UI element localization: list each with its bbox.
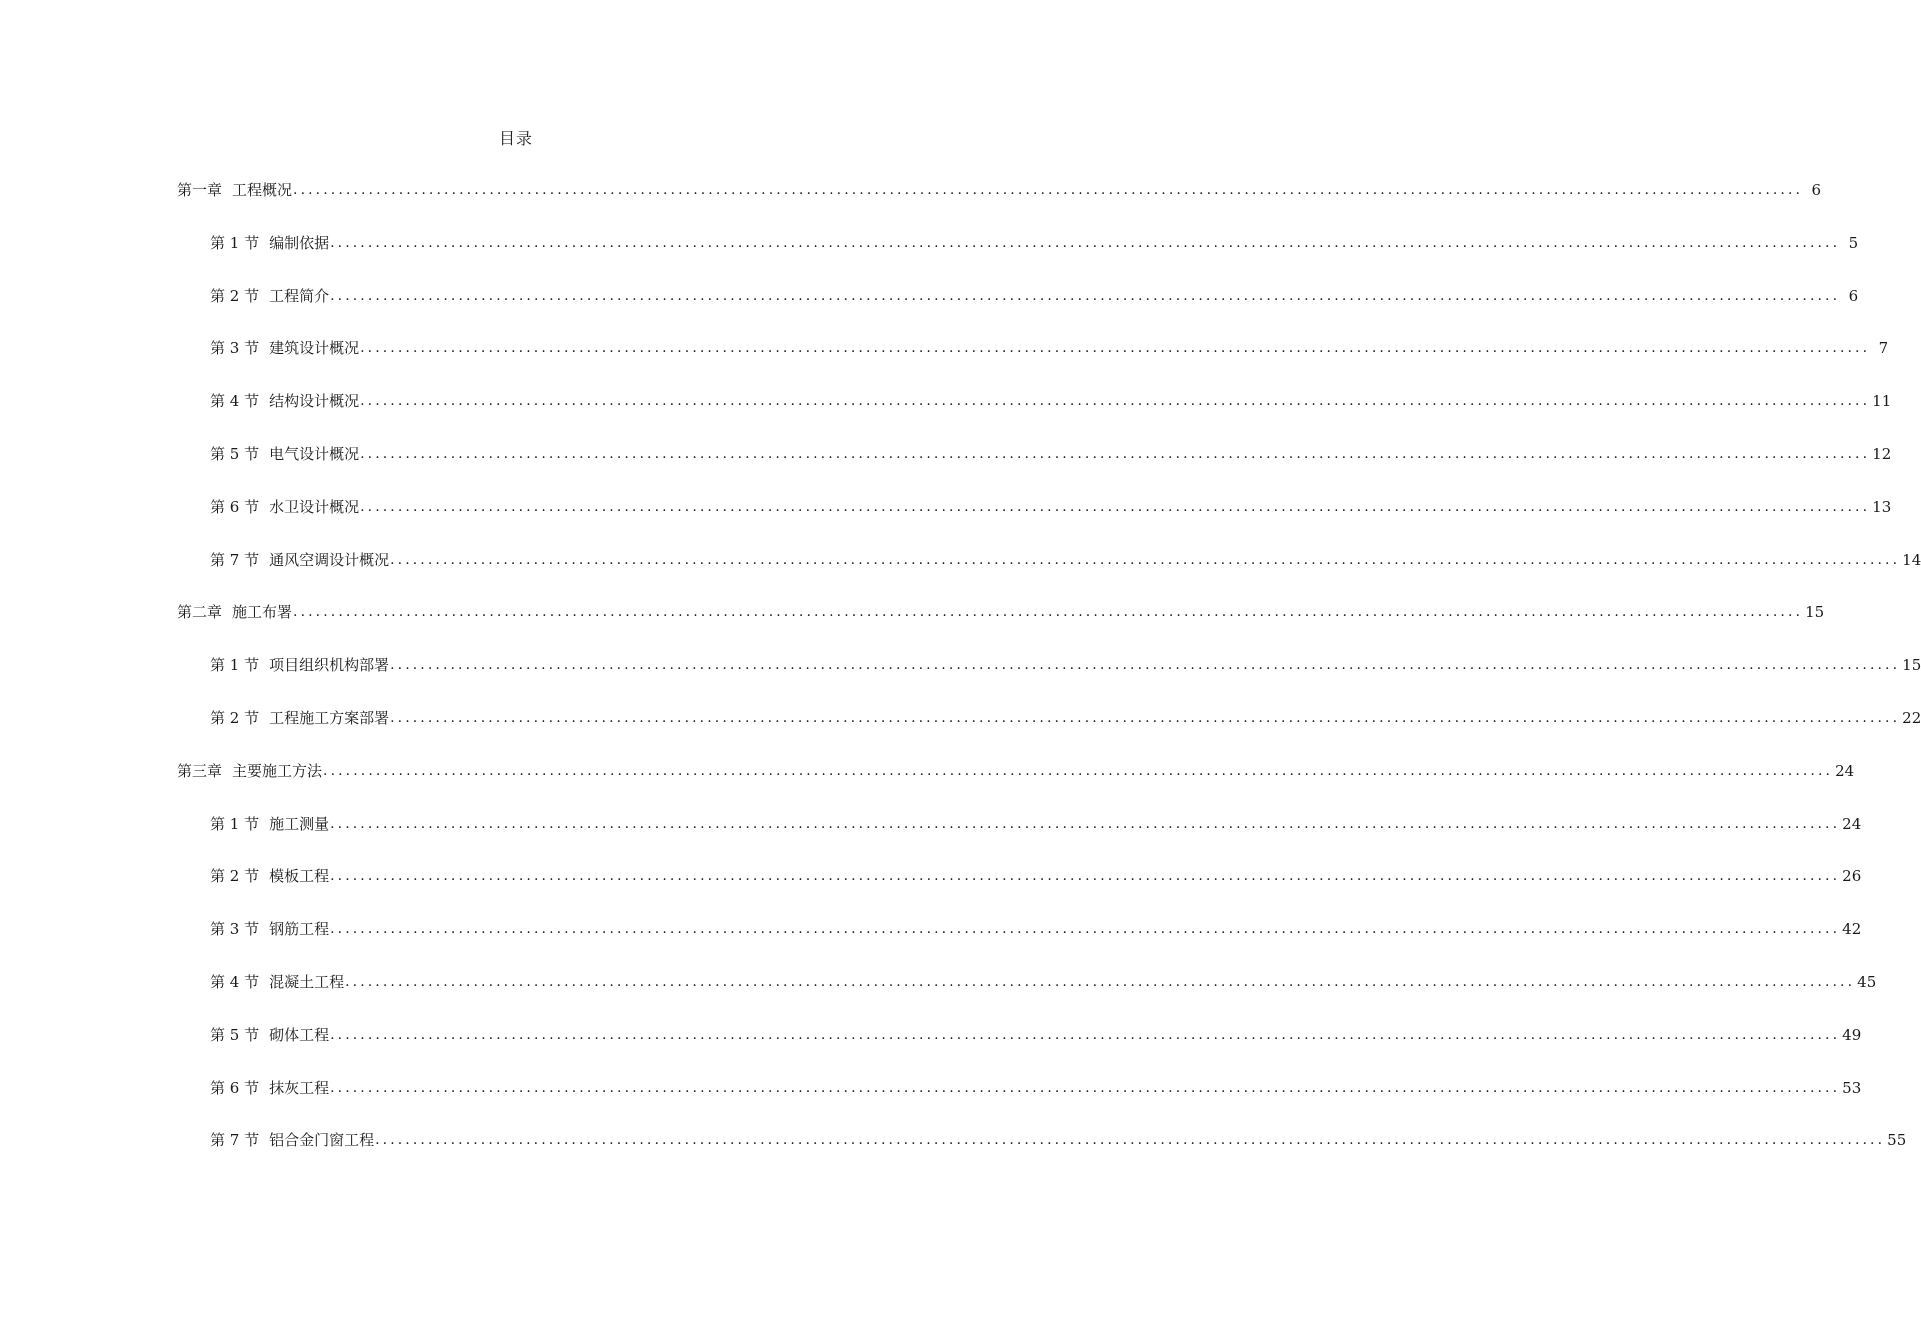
toc-page-number: 15 (1805, 603, 1825, 622)
toc-dot-leader: ........................................................................................................................................................................................................ (330, 287, 1841, 304)
toc-section-entry[interactable] (0, 334, 1889, 387)
toc-chapter-entry[interactable] (0, 598, 1825, 651)
toc-entry-label (210, 862, 329, 890)
toc-entry-number: 第一章 (177, 181, 223, 199)
toc-entry-label (210, 546, 389, 574)
toc-entry-label (210, 440, 359, 468)
toc-entry-number: 第 2 节 (210, 286, 260, 305)
toc-entry-number: 第 2 节 (210, 708, 260, 727)
toc-page-number: 42 (1842, 920, 1862, 939)
toc-section-entry[interactable] (0, 862, 1862, 915)
toc-section-entry[interactable] (0, 1126, 1907, 1179)
toc-entry-title: 抹灰工程 (269, 1078, 330, 1097)
toc-section-entry[interactable] (0, 968, 1877, 1021)
toc-entry-number: 第 7 节 (210, 550, 260, 569)
toc-chapter-entry[interactable] (0, 757, 1855, 810)
toc-entry-label (210, 229, 329, 257)
toc-entry-label (210, 334, 359, 362)
toc-entry-title: 工程概况 (232, 181, 293, 199)
toc-entry-number: 第 2 节 (210, 867, 260, 886)
toc-entry-label (210, 651, 389, 679)
toc-entry-title: 电气设计概况 (269, 444, 360, 463)
toc-entry-label (210, 1021, 329, 1049)
toc-title: 目录 (498, 129, 533, 148)
toc-page-number: 6 (1811, 181, 1822, 199)
toc-entry-title: 建筑设计概况 (269, 339, 360, 358)
toc-dot-leader: ........................................................................................................................................................................................................ (330, 234, 1841, 251)
toc-dot-leader: ........................................................................................................................................................................................................ (360, 498, 1871, 515)
toc-entry-number: 第 4 节 (210, 392, 260, 411)
toc-entry-label (210, 493, 359, 521)
toc-dot-leader: ........................................................................................................................................................................................................ (375, 1132, 1886, 1149)
toc-entry-title: 砌体工程 (269, 1025, 330, 1044)
toc-list (0, 176, 1921, 1179)
toc-entry-title: 结构设计概况 (269, 392, 360, 411)
toc-section-entry[interactable] (0, 546, 1921, 599)
toc-entry-label (210, 1074, 329, 1102)
toc-entry-label (210, 810, 329, 838)
toc-entry-title: 通风空调设计概况 (269, 550, 390, 569)
toc-page-number: 24 (1842, 814, 1862, 833)
toc-entry-number: 第 6 节 (210, 497, 260, 516)
toc-entry-number: 第 6 节 (210, 1078, 260, 1097)
toc-page-number: 49 (1842, 1025, 1862, 1044)
toc-entry-title: 水卫设计概况 (269, 497, 360, 516)
toc-entry-title: 施工布署 (232, 603, 293, 622)
toc-entry-label (177, 757, 322, 785)
toc-section-entry[interactable] (0, 440, 1892, 493)
toc-entry-label (210, 968, 344, 996)
toc-entry-number: 第 1 节 (210, 233, 260, 252)
toc-dot-leader: ........................................................................................................................................................................................................ (390, 551, 1901, 568)
toc-entry-title: 施工测量 (269, 814, 330, 833)
toc-page-number: 11 (1872, 392, 1892, 411)
toc-dot-leader: ........................................................................................................................................................................................................ (360, 393, 1871, 410)
toc-page-number: 5 (1848, 233, 1859, 252)
toc-page-number: 45 (1857, 972, 1877, 991)
toc-dot-leader: ........................................................................................................................................................................................................ (360, 445, 1871, 462)
toc-dot-leader: ........................................................................................................................................................................................................ (330, 1079, 1841, 1096)
toc-section-entry[interactable] (0, 1021, 1862, 1074)
toc-page-number: 24 (1835, 761, 1855, 780)
toc-section-entry[interactable] (0, 915, 1862, 968)
toc-section-entry[interactable] (0, 229, 1859, 282)
toc-entry-number: 第 3 节 (210, 920, 260, 939)
toc-entry-title: 铝合金门窗工程 (269, 1131, 375, 1150)
toc-section-entry[interactable] (0, 704, 1921, 757)
toc-section-entry[interactable] (0, 651, 1921, 704)
toc-entry-title: 混凝土工程 (269, 972, 345, 991)
toc-entry-number: 第 4 节 (210, 972, 260, 991)
toc-entry-number: 第三章 (177, 761, 223, 780)
toc-dot-leader: ........................................................................................................................................................................................................ (293, 182, 1804, 198)
toc-dot-leader: ........................................................................................................................................................................................................ (330, 1026, 1841, 1043)
toc-dot-leader: ........................................................................................................................................................................................................ (330, 921, 1841, 938)
toc-dot-leader: ........................................................................................................................................................................................................ (293, 604, 1804, 621)
toc-dot-leader: ........................................................................................................................................................................................................ (330, 815, 1841, 832)
toc-page-number: 15 (1902, 656, 1921, 675)
toc-entry-title: 项目组织机构部署 (269, 656, 390, 675)
toc-entry-label (210, 915, 329, 943)
toc-dot-leader: ........................................................................................................................................................................................................ (323, 762, 1834, 779)
toc-page-number: 14 (1902, 550, 1921, 569)
toc-page-number: 26 (1842, 867, 1862, 886)
toc-entry-label (210, 704, 389, 732)
toc-entry-title: 编制依据 (269, 233, 330, 252)
toc-entry-label (177, 176, 292, 204)
toc-entry-number: 第 5 节 (210, 444, 260, 463)
toc-entry-number: 第二章 (177, 603, 223, 622)
toc-entry-title: 主要施工方法 (232, 761, 323, 780)
toc-entry-number: 第 3 节 (210, 339, 260, 358)
toc-dot-leader: ........................................................................................................................................................................................................ (390, 657, 1901, 674)
toc-section-entry[interactable] (0, 493, 1892, 546)
toc-dot-leader: ........................................................................................................................................................................................................ (330, 868, 1841, 885)
toc-entry-label (210, 282, 329, 310)
toc-page-number: 7 (1878, 339, 1889, 358)
toc-entry-title: 钢筋工程 (269, 920, 330, 939)
toc-entry-number: 第 5 节 (210, 1025, 260, 1044)
toc-chapter-entry[interactable] (0, 176, 1822, 229)
toc-page-number: 6 (1848, 286, 1859, 305)
toc-entry-number: 第 7 节 (210, 1131, 260, 1150)
toc-entry-label (210, 1126, 374, 1154)
toc-entry-label (177, 598, 292, 626)
toc-section-entry[interactable] (0, 1074, 1862, 1127)
toc-dot-leader: ........................................................................................................................................................................................................ (360, 340, 1871, 357)
toc-section-entry[interactable] (0, 282, 1859, 335)
toc-dot-leader: ........................................................................................................................................................................................................ (390, 709, 1901, 726)
toc-entry-title: 工程简介 (269, 286, 330, 305)
toc-page-number: 12 (1872, 444, 1892, 463)
toc-entry-number: 第 1 节 (210, 814, 260, 833)
toc-section-entry[interactable] (0, 810, 1862, 863)
toc-page-number: 53 (1842, 1078, 1862, 1097)
toc-entry-number: 第 1 节 (210, 656, 260, 675)
toc-dot-leader: ........................................................................................................................................................................................................ (345, 973, 1856, 990)
toc-page-number: 55 (1887, 1131, 1907, 1150)
toc-page-number: 13 (1872, 497, 1892, 516)
toc-section-entry[interactable] (0, 387, 1892, 440)
toc-entry-title: 工程施工方案部署 (269, 708, 390, 727)
toc-entry-title: 模板工程 (269, 867, 330, 886)
toc-entry-label (210, 387, 359, 415)
toc-page-number: 22 (1902, 708, 1921, 727)
